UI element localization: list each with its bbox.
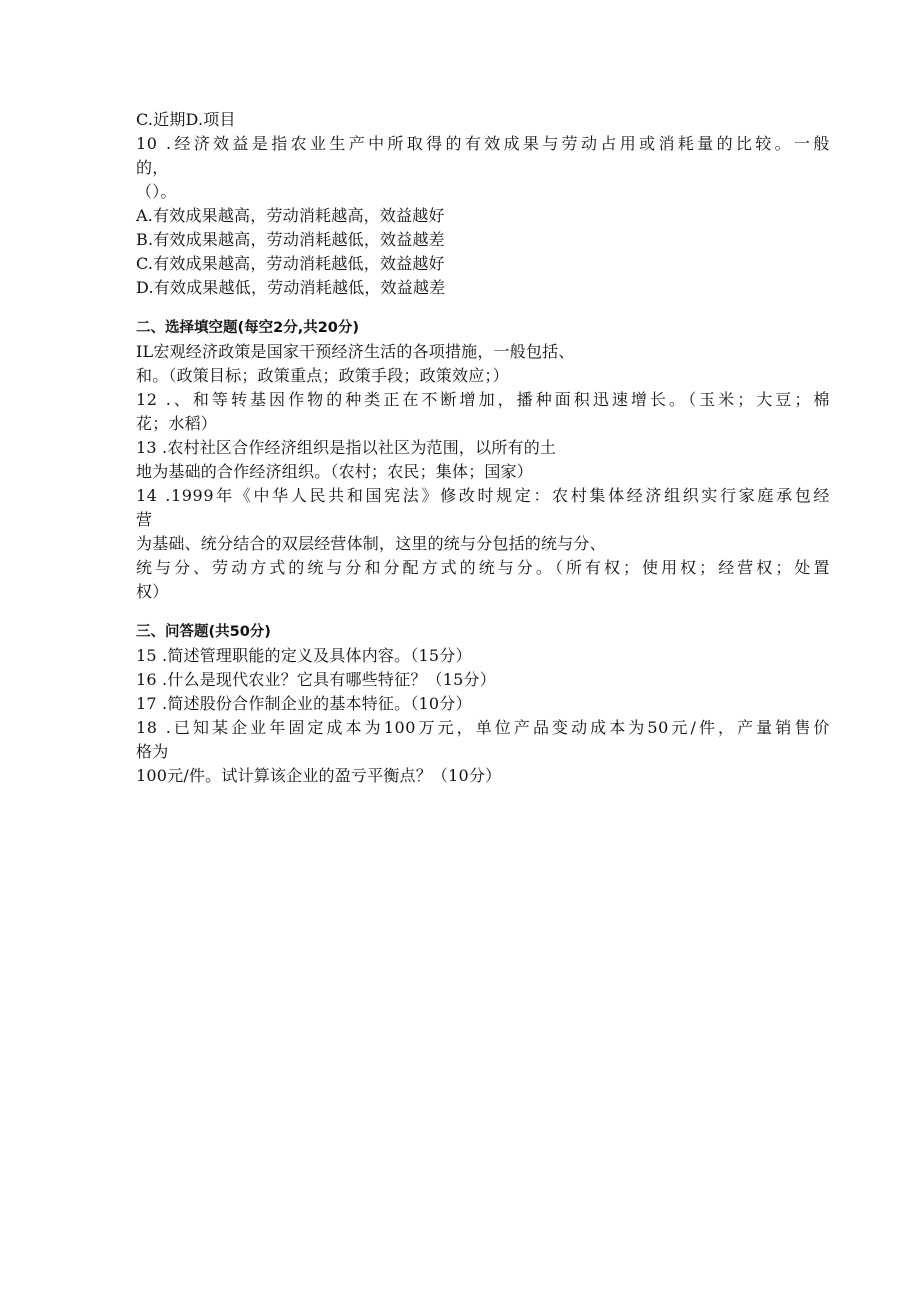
- question-14-line: 统与分、劳动方式的统与分和分配方式的统与分。（所有权；使用权；经营权；处置: [136, 558, 830, 577]
- question-10-blank: （）。: [136, 182, 177, 201]
- question-18-line: 格为: [136, 742, 169, 761]
- question-10-line: 的，: [136, 158, 169, 177]
- question-18-line: 100元/件。试计算该企业的盈亏平衡点？（10分）: [136, 766, 502, 785]
- qa-section: [136, 620, 830, 788]
- question-12-line: 花；水稻）: [136, 414, 218, 433]
- question-14-line: 营: [136, 510, 153, 529]
- question-17: 17 .简述股份合作制企业的基本特征。（10分）: [136, 694, 472, 713]
- choice-question-tail: [136, 108, 830, 300]
- option-c: C.有效成果越高，劳动消耗越低，效益越好: [136, 254, 445, 273]
- section-heading: 三、问答题(共50分): [136, 624, 271, 640]
- question-14-line: 为基础、统分结合的双层经营体制，这里的统与分包括的统与分、: [136, 534, 606, 553]
- fill-in-section: [136, 316, 830, 604]
- option-b: B.有效成果越高，劳动消耗越低，效益越差: [136, 230, 445, 249]
- question-16: 16 .什么是现代农业？它具有哪些特征？（15分）: [136, 670, 496, 689]
- question-14-line: 权）: [136, 582, 169, 601]
- document-content: [136, 108, 830, 788]
- question-15: 15 .简述管理职能的定义及具体内容。（15分）: [136, 646, 472, 665]
- question-13-line: 13 .农村社区合作经济组织是指以社区为范围，以所有的土: [136, 438, 557, 457]
- option-line: C.近期D.项目: [136, 110, 236, 129]
- question-11-line: 和。（政策目标；政策重点；政策手段；政策效应；）: [136, 366, 509, 385]
- section-heading: 二、选择填空题(每空2分,共20分): [136, 320, 360, 336]
- question-10-line: 10 .经济效益是指农业生产中所取得的有效成果与劳动占用或消耗量的比较。一般: [136, 134, 830, 153]
- question-12-line: 12 .、和等转基因作物的种类正在不断增加，播种面积迅速增长。（玉米；大豆；棉: [136, 390, 830, 409]
- option-d: D.有效成果越低，劳动消耗越低，效益越差: [136, 278, 446, 297]
- question-11-line: IL宏观经济政策是国家干预经济生活的各项措施，一般包括、: [136, 342, 575, 361]
- option-a: A.有效成果越高，劳动消耗越高，效益越好: [136, 206, 445, 225]
- question-13-line: 地为基础的合作经济组织。（农村；农民；集体；国家）: [136, 462, 534, 481]
- question-14-line: 14 .1999年《中华人民共和国宪法》修改时规定：农村集体经济组织实行家庭承包经: [136, 486, 830, 505]
- question-18-line: 18 .已知某企业年固定成本为100万元，单位产品变动成本为50元/件，产量销售价: [136, 718, 830, 737]
